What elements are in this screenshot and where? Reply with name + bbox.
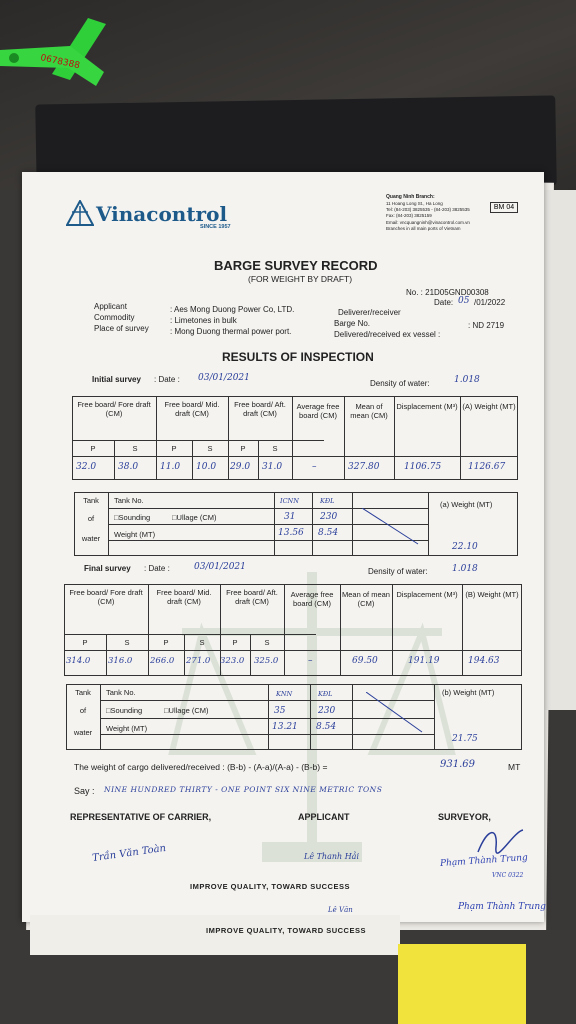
branch-line3: Fax: (84-203) 3825159 (386, 213, 432, 218)
initial-tank-label: Tank (83, 496, 99, 505)
carrier-signature: Trần Văn Toàn (91, 842, 167, 865)
carrier-rep-label: REPRESENTATIVE OF CARRIER, (70, 812, 212, 822)
final-sound1: 35 (274, 706, 286, 716)
initial-p3: P (240, 444, 246, 453)
document-sheet (22, 172, 544, 922)
final-val-mean: 69.50 (352, 656, 378, 666)
initial-val-weight: 1126.67 (468, 462, 506, 472)
record-date-rest: /01/2022 (474, 298, 506, 307)
final-date: 03/01/2021 (194, 562, 246, 572)
right-sheet (540, 190, 576, 710)
final-val-p1: 314.0 (66, 656, 91, 666)
applicant-value: : Aes Mong Duong Power Co, LTD. (170, 305, 295, 314)
final-of-label: of (79, 706, 87, 715)
say-label: Say : (74, 786, 95, 796)
company-since: SINCE 1957 (200, 224, 231, 230)
stamp-code: VNC 0322 (492, 872, 524, 879)
vinacontrol-logo-icon (66, 200, 94, 226)
branch-line1: 11 Hoang Long St., Ha Long (386, 201, 443, 206)
initial-header-aft: Free board/ Aft. draft (CM) (234, 400, 286, 418)
initial-a-weight-label: (a) Weight (MT) (440, 500, 493, 509)
initial-val-p3: 29.0 (230, 462, 251, 472)
final-w2: 8.54 (316, 722, 337, 732)
initial-header-fore: Free board/ Fore draft (CM) (77, 400, 151, 418)
initial-w2: 8.54 (318, 528, 339, 538)
final-strike-icon (366, 692, 426, 736)
final-s1: S (124, 638, 130, 647)
initial-val-p2: 11.0 (160, 462, 181, 472)
place-label: Place of survey (94, 324, 149, 333)
final-tank-col2: KĐL (318, 690, 333, 698)
initial-header-average: Average free board (CM) (296, 402, 340, 420)
initial-date: 03/01/2021 (198, 373, 250, 383)
final-s3: S (264, 638, 270, 647)
initial-sounding-checkbox: □Sounding (114, 513, 151, 522)
initial-s3: S (272, 444, 278, 453)
final-header-mid: Free board/ Mid. draft (CM) (156, 588, 212, 606)
final-val-displacement: 191.19 (408, 656, 440, 666)
final-p1: P (82, 638, 88, 647)
initial-val-s2: 10.0 (196, 462, 217, 472)
final-val-s1: 316.0 (108, 656, 133, 666)
barge-label: Barge No. (334, 319, 371, 328)
initial-strike-icon (362, 508, 422, 548)
final-s2: S (199, 638, 205, 647)
initial-val-displacement: 1106.75 (404, 462, 442, 472)
final-water-label: water (73, 728, 93, 737)
final-header-average: Average free board (CM) (290, 590, 334, 608)
applicant-signature: Lê Thanh Hải (304, 852, 359, 861)
surveyor-sign-label: SURVEYOR, (438, 812, 491, 822)
initial-header-mean: Mean of mean (CM) (350, 402, 388, 420)
final-header-weight: (B) Weight (MT) (465, 590, 519, 599)
initial-p1: P (90, 444, 96, 453)
final-val-s3: 325.0 (254, 656, 279, 666)
place-value: : Mong Duong thermal power port. (170, 327, 292, 336)
barge-value: : ND 2719 (468, 321, 505, 330)
applicant-sign-label: APPLICANT (298, 812, 350, 822)
initial-sound2: 230 (320, 512, 338, 522)
final-b-weight-value: 21.75 (452, 734, 478, 744)
bottom-sheet (30, 915, 400, 955)
final-header-mean: Mean of mean (CM) (342, 590, 390, 608)
final-date-label: : Date : (144, 564, 170, 573)
initial-s1: S (132, 444, 138, 453)
weight-formula: The weight of cargo delivered/received : (B-b) - (A-a)/(A-a) - (B-b) = (74, 762, 328, 772)
branch-line2: Tel: (84-203) 3825535 - (84-203) 3825535 (386, 207, 470, 212)
initial-ullage-checkbox: □Ullage (CM) (172, 513, 217, 522)
surveyor-stamp: Phạm Thành Trung (439, 852, 529, 870)
yellow-sticky-note (398, 944, 526, 1024)
record-date-day: 05 (458, 296, 470, 306)
document-title: BARGE SURVEY RECORD (214, 258, 378, 273)
initial-val-p1: 32.0 (76, 462, 97, 472)
applicant-label: Applicant (94, 302, 127, 311)
branch-line5: Branches in all main ports of Vietnam (386, 226, 461, 231)
initial-header-displacement: Displacement (M³) (396, 402, 458, 411)
final-tank-label: Tank (75, 688, 91, 697)
back-footer-slogan: IMPROVE QUALITY, TOWARD SUCCESS (206, 926, 366, 935)
initial-date-label: : Date : (154, 375, 180, 384)
initial-survey-label: Initial survey (92, 375, 141, 384)
back-signature: Lê Văn (328, 906, 353, 914)
initial-val-s1: 38.0 (118, 462, 139, 472)
commodity-value: : Limetones in bulk (170, 316, 237, 325)
back-stamp: Phạm Thành Trung (458, 902, 546, 912)
initial-sound1: 31 (284, 512, 296, 522)
initial-tank-col2: KĐL (320, 497, 335, 505)
tag-number: 0678388 (39, 53, 81, 72)
initial-density-label: Density of water: (370, 379, 430, 388)
initial-header-weight: (A) Weight (MT) (462, 402, 516, 411)
results-title: RESULTS OF INSPECTION (222, 350, 374, 364)
ex-vessel-label: Delivered/received ex vessel : (334, 330, 441, 339)
final-weight-mt: Weight (MT) (106, 724, 148, 733)
initial-s2: S (207, 444, 213, 453)
final-density: 1.018 (452, 564, 478, 574)
deliverer-label: Deliverer/receiver (338, 308, 401, 317)
initial-weight-mt: Weight (MT) (114, 530, 156, 539)
final-w1: 13.21 (272, 722, 298, 732)
say-value: NINE HUNDRED THIRTY - ONE POINT SIX NINE METRIC TONS (104, 785, 383, 794)
footer-slogan: IMPROVE QUALITY, TOWARD SUCCESS (190, 882, 350, 891)
final-p2: P (163, 638, 169, 647)
initial-w1: 13.56 (278, 528, 304, 538)
final-tank-col1: KNN (276, 690, 293, 698)
initial-header-mid: Free board/ Mid. draft (CM) (164, 400, 220, 418)
final-val-average: – (308, 656, 313, 666)
weight-result: 931.69 (440, 759, 475, 770)
weight-unit: MT (508, 762, 521, 772)
commodity-label: Commodity (94, 313, 135, 322)
final-density-label: Density of water: (368, 567, 428, 576)
initial-of-label: of (87, 514, 95, 523)
final-p3: P (232, 638, 238, 647)
initial-density: 1.018 (454, 375, 480, 385)
final-header-aft: Free board/ Aft. draft (CM) (226, 588, 278, 606)
document-subtitle: (FOR WEIGHT BY DRAFT) (248, 274, 353, 284)
final-header-fore: Free board/ Fore draft (CM) (69, 588, 143, 606)
initial-tank-no: Tank No. (114, 496, 144, 505)
final-ullage-checkbox: □Ullage (CM) (164, 706, 209, 715)
final-val-p3: 323.0 (220, 656, 245, 666)
initial-val-mean: 327.80 (348, 462, 380, 472)
final-sound2: 230 (318, 706, 336, 716)
record-date-label: Date: (434, 298, 454, 307)
branch-title: Quang Ninh Branch: (386, 194, 435, 200)
final-header-displacement: Displacement (M³) (396, 590, 458, 599)
initial-val-average: – (312, 462, 317, 472)
final-val-weight: 194.63 (468, 656, 500, 666)
green-seal-tag-icon (0, 10, 130, 90)
final-val-p2: 266.0 (150, 656, 175, 666)
initial-a-weight-value: 22.10 (452, 542, 478, 552)
final-survey-label: Final survey (84, 564, 131, 573)
form-code: BM 04 (490, 202, 518, 213)
branch-line4: Email: vncquangninh@vinacontrol.com.vn (386, 220, 470, 225)
initial-val-s3: 31.0 (262, 462, 283, 472)
final-b-weight-label: (b) Weight (MT) (442, 688, 495, 697)
initial-p2: P (171, 444, 177, 453)
final-val-s2: 271.0 (186, 656, 211, 666)
final-sounding-checkbox: □Sounding (106, 706, 143, 715)
final-tank-no: Tank No. (106, 688, 136, 697)
initial-tank-col1: ICNN (280, 497, 299, 505)
record-number: No. : 21D05GND00308 (406, 288, 489, 297)
initial-water-label: water (81, 534, 101, 543)
company-name: Vinacontrol (96, 202, 228, 226)
